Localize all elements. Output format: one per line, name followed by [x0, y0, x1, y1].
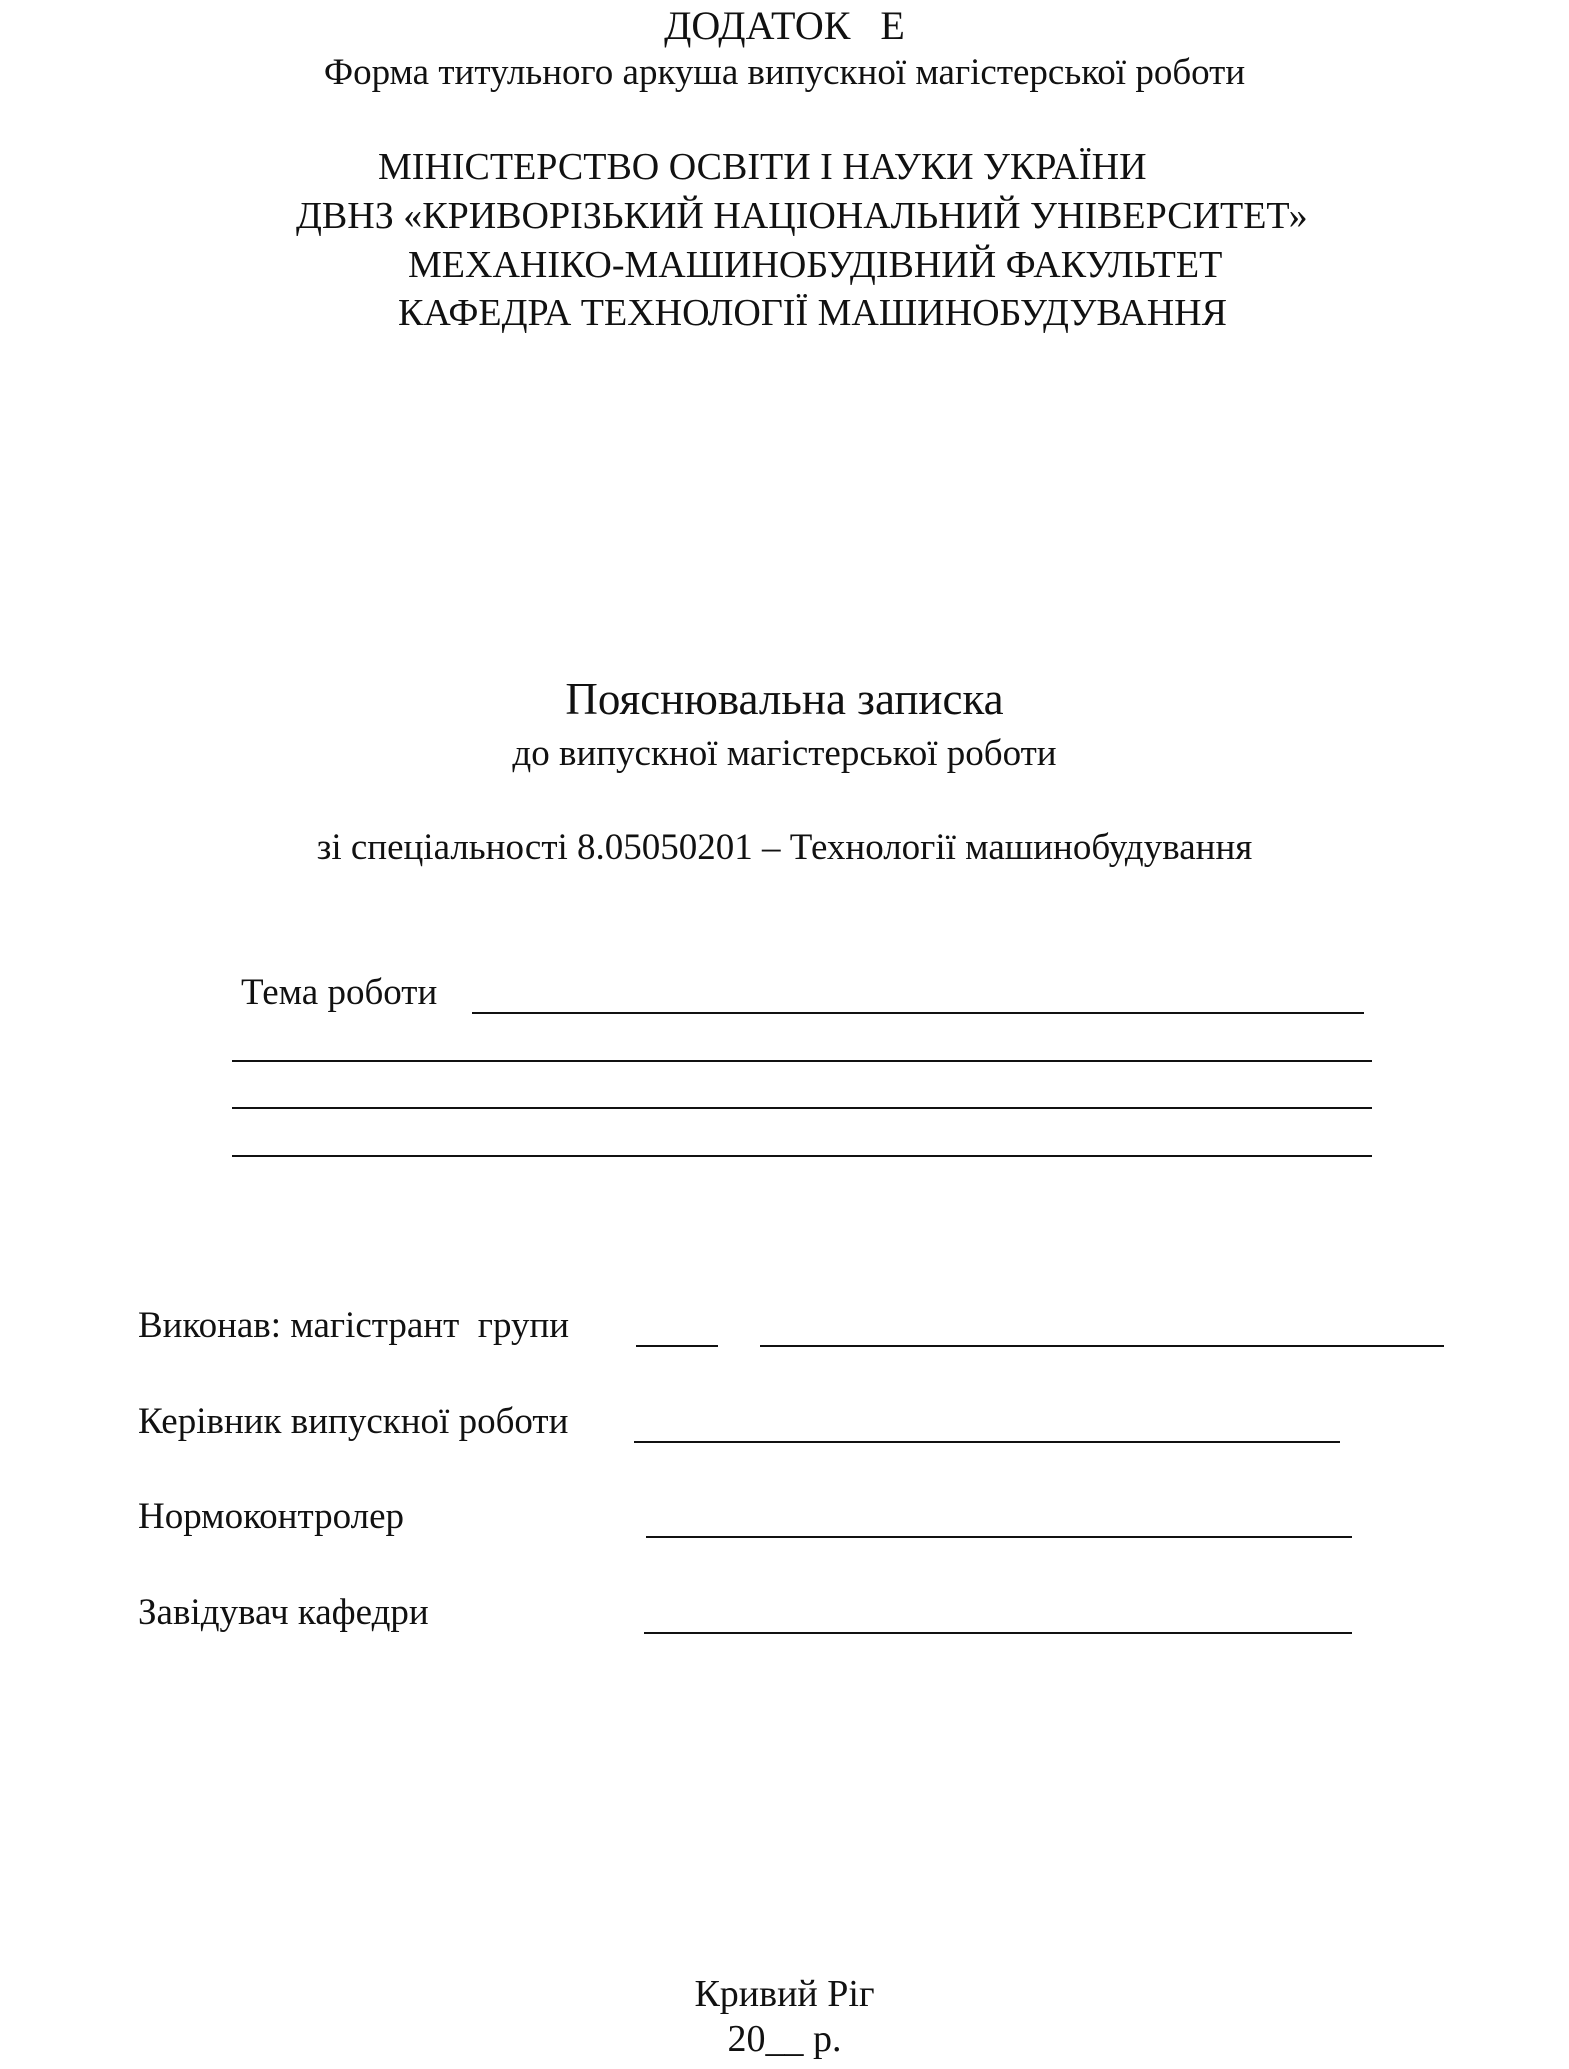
department-name: КАФЕДРА ТЕХНОЛОГІЇ МАШИНОБУДУВАННЯ — [398, 292, 1227, 334]
document-title: Пояснювальна записка — [565, 674, 1004, 724]
normcontroller-signature-line[interactable] — [646, 1536, 1352, 1538]
document-subtitle: до випускної магістерської роботи — [512, 733, 1057, 774]
topic-field-line-4[interactable] — [232, 1155, 1372, 1157]
topic-field-line-2[interactable] — [232, 1060, 1372, 1062]
topic-field-line-3[interactable] — [232, 1107, 1372, 1109]
topic-field-line-1[interactable] — [472, 1012, 1364, 1014]
performer-signature-line[interactable] — [760, 1345, 1444, 1347]
year-line: 20__ р. — [727, 2018, 842, 2060]
normcontroller-label: Нормоконтролер — [138, 1496, 404, 1537]
head-signature-line[interactable] — [644, 1632, 1352, 1634]
supervisor-label: Керівник випускної роботи — [138, 1401, 569, 1442]
supervisor-signature-line[interactable] — [634, 1441, 1340, 1443]
form-caption: Форма титульного аркуша випускної магістерської роботи — [323, 52, 1246, 93]
faculty-name: МЕХАНІКО-МАШИНОБУДІВНИЙ ФАКУЛЬТЕТ — [408, 244, 1223, 286]
specialty-line: зі спеціальності 8.05050201 – Технології машинобудування — [316, 827, 1253, 868]
ministry-name: МІНІСТЕРСТВО ОСВІТИ І НАУКИ УКРАЇНИ — [378, 146, 1147, 188]
city-name: Кривий Ріг — [694, 1973, 875, 2015]
appendix-label: ДОДАТОК Е — [664, 3, 905, 48]
performer-label: Виконав: магістрант групи — [138, 1305, 570, 1346]
university-name: ДВНЗ «КРИВОРІЗЬКИЙ НАЦІОНАЛЬНИЙ УНІВЕРСИТЕТ» — [296, 195, 1308, 237]
topic-label: Тема роботи — [241, 972, 438, 1013]
head-of-department-label: Завідувач кафедри — [138, 1592, 429, 1633]
group-field-line[interactable] — [636, 1345, 718, 1347]
